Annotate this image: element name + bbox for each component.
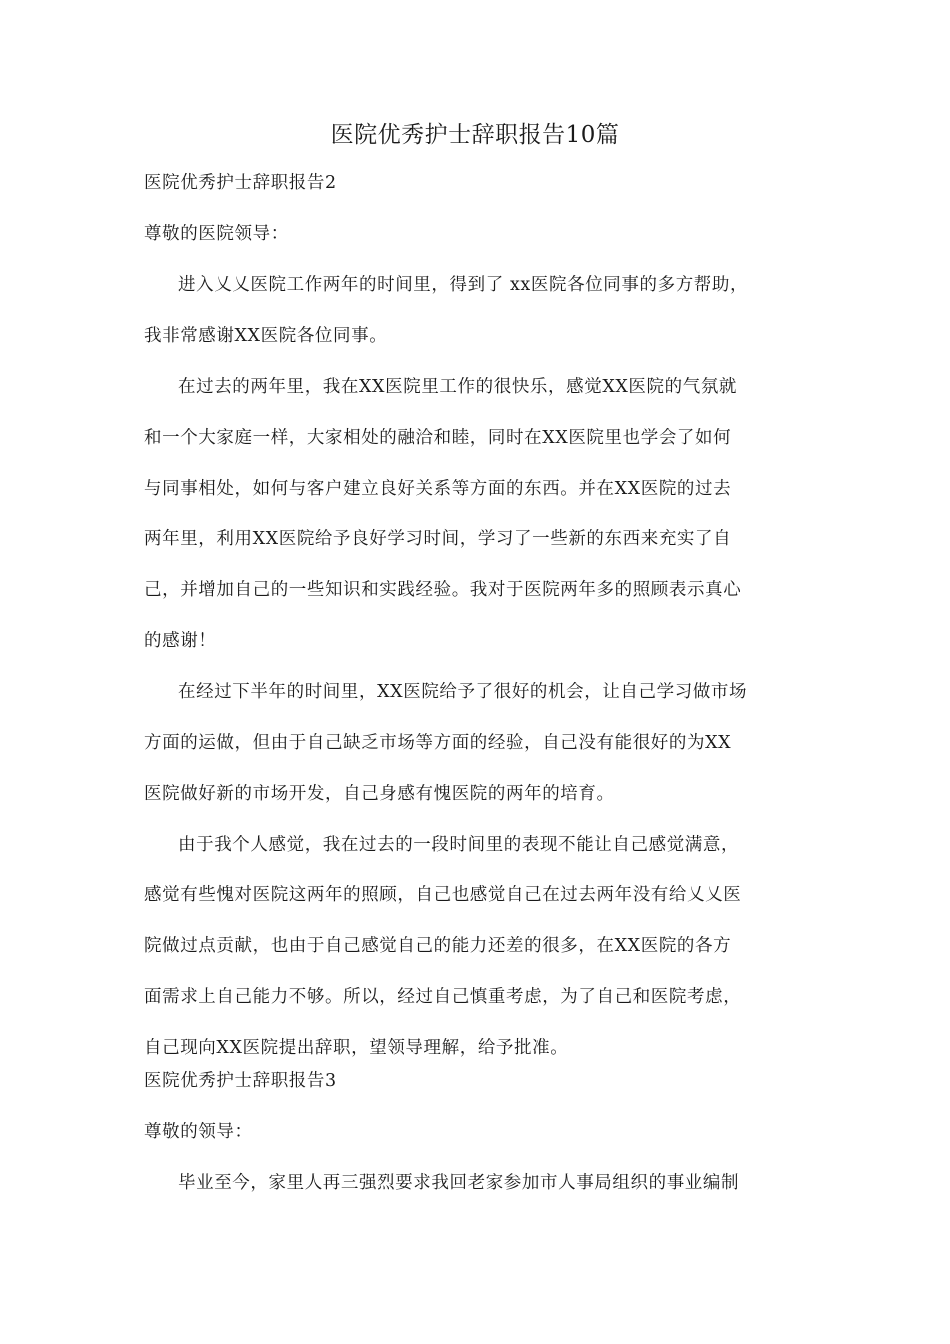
paragraph-line: 我非常感谢XX医院各位同事。 (144, 326, 388, 346)
paragraph-line: 与同事相处，如何与客户建立良好关系等方面的东西。并在XX医院的过去 (144, 479, 732, 499)
document-title: 医院优秀护士辞职报告10篇 (330, 122, 620, 148)
paragraph-line: 方面的运做，但由于自己缺乏市场等方面的经验，自己没有能很好的为XX (144, 733, 732, 753)
paragraph-line: 和一个大家庭一样，大家相处的融洽和睦，同时在XX医院里也学会了如何 (144, 428, 732, 448)
paragraph-line: 的感谢！ (144, 631, 217, 651)
section-heading: 医院优秀护士辞职报告3 (144, 1071, 337, 1091)
paragraph-line: 面需求上自己能力不够。所以，经过自己慎重考虑，为了自己和医院考虑， (144, 987, 742, 1007)
paragraph-line: 己，并增加自己的一些知识和实践经验。我对于医院两年多的照顾表示真心 (144, 580, 742, 600)
paragraph-line: 两年里，利用XX医院给予良好学习时间，学习了一些新的东西来充实了自 (144, 529, 732, 549)
paragraph-line: 由于我个人感觉，我在过去的一段时间里的表现不能让自己感觉满意， (178, 835, 740, 855)
paragraph-line: 进入乂乂医院工作两年的时间里，得到了 xx医院各位同事的多方帮助， (178, 275, 749, 295)
salutation: 尊敬的医院领导： (144, 224, 289, 244)
paragraph-line: 感觉有些愧对医院这两年的照顾，自己也感觉自己在过去两年没有给乂乂医 (144, 885, 742, 905)
paragraph-line: 毕业至今，家里人再三强烈要求我回老家参加市人事局组织的事业编制 (178, 1173, 740, 1193)
paragraph-line: 院做过点贡献，也由于自己感觉自己的能力还差的很多，在XX医院的各方 (144, 936, 732, 956)
paragraph-line: 在经过下半年的时间里，XX医院给予了很好的机会，让自己学习做市场 (178, 682, 748, 702)
paragraph-line: 自己现向XX医院提出辞职，望领导理解，给予批准。 (144, 1038, 569, 1058)
section-heading: 医院优秀护士辞职报告2 (144, 173, 337, 193)
paragraph-line: 在过去的两年里，我在XX医院里工作的很快乐，感觉XX医院的气氛就 (178, 377, 738, 397)
paragraph-line: 医院做好新的市场开发，自己身感有愧医院的两年的培育。 (144, 784, 615, 804)
salutation: 尊敬的领导： (144, 1122, 253, 1142)
